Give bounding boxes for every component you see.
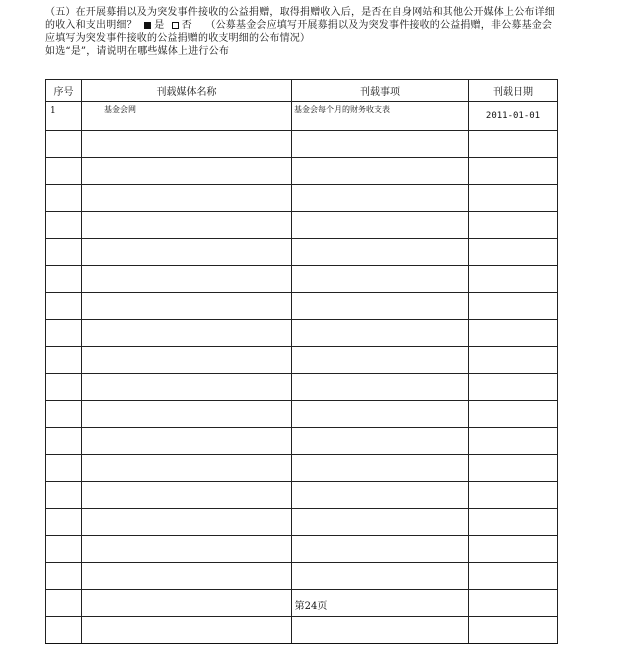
table-row [46,374,558,401]
cell-media-name[interactable] [82,401,292,428]
cell-date[interactable] [469,455,558,482]
cell-media-name[interactable] [82,212,292,239]
table-row [46,401,558,428]
cell-media-name[interactable] [82,185,292,212]
cell-seq[interactable] [46,374,82,401]
table-row [46,536,558,563]
cell-date[interactable] [469,536,558,563]
cell-date[interactable] [469,347,558,374]
cell-seq[interactable] [46,428,82,455]
question-line-2 [45,19,565,32]
cell-seq[interactable] [46,185,82,212]
cell-date[interactable] [469,320,558,347]
cell-seq[interactable] [46,401,82,428]
cell-seq[interactable] [46,158,82,185]
cell-date[interactable] [469,212,558,239]
cell-date[interactable] [469,401,558,428]
cell-item[interactable] [292,185,469,212]
cell-seq[interactable] [46,320,82,347]
cell-media-name[interactable] [82,320,292,347]
table-row [46,428,558,455]
cell-media-name[interactable] [82,536,292,563]
yes-label: 是 [154,20,165,31]
cell-seq[interactable] [46,239,82,266]
cell-item[interactable] [292,536,469,563]
table-row [46,563,558,590]
table-row [46,347,558,374]
cell-seq[interactable]: 1 [46,102,82,131]
table-row [46,617,558,644]
question-line-2-prefix: 的收入和支出明细？ [45,20,137,31]
cell-media-name[interactable] [82,347,292,374]
table-row [46,320,558,347]
header-media-name: 刊载媒体名称 [82,80,292,102]
cell-media-name[interactable] [82,455,292,482]
cell-seq[interactable] [46,482,82,509]
cell-media-name[interactable] [82,239,292,266]
no-checkbox[interactable] [172,22,179,29]
cell-item[interactable] [292,401,469,428]
header-seq: 序号 [46,80,82,102]
yes-checkbox[interactable] [144,22,151,29]
table-row [46,455,558,482]
cell-seq[interactable] [46,212,82,239]
cell-date[interactable] [469,185,558,212]
table-row [46,266,558,293]
question-line-1: （五）在开展募捐以及为突发事件接收的公益捐赠，取得捐赠收入后，是否在自身网站和其他公开媒体上公布详细 [45,7,555,18]
cell-media-name[interactable] [82,266,292,293]
cell-seq[interactable] [46,455,82,482]
cell-media-name[interactable]: 基金会网 [82,102,292,131]
cell-item[interactable] [292,509,469,536]
table-row [46,185,558,212]
cell-item[interactable] [292,239,469,266]
cell-date[interactable] [469,158,558,185]
cell-media-name[interactable] [82,617,292,644]
page-number: 第24页 [294,601,328,612]
no-label: 否 [181,20,192,31]
cell-date[interactable] [469,428,558,455]
cell-date[interactable]: 2011-01-01 [469,102,558,131]
cell-date[interactable] [469,131,558,158]
cell-item[interactable] [292,455,469,482]
cell-item[interactable] [292,212,469,239]
cell-item[interactable] [292,347,469,374]
cell-date[interactable] [469,374,558,401]
table-row [46,158,558,185]
cell-date[interactable] [469,617,558,644]
cell-date[interactable] [469,293,558,320]
cell-date[interactable] [469,509,558,536]
cell-seq[interactable] [46,266,82,293]
table-row [46,482,558,509]
cell-media-name[interactable] [82,158,292,185]
cell-date[interactable] [469,239,558,266]
cell-media-name[interactable] [82,428,292,455]
header-date: 刊载日期 [469,80,558,102]
table-header-row [46,80,558,102]
cell-item[interactable] [292,320,469,347]
cell-item[interactable] [292,158,469,185]
cell-item[interactable] [292,266,469,293]
cell-item[interactable]: 基金会每个月的财务收支表 [292,102,469,131]
cell-seq[interactable] [46,563,82,590]
cell-media-name[interactable] [82,482,292,509]
cell-item[interactable] [292,617,469,644]
cell-media-name[interactable] [82,509,292,536]
table-row [46,212,558,239]
table-row [46,239,558,266]
cell-media-name[interactable] [82,131,292,158]
cell-seq[interactable] [46,347,82,374]
header-item: 刊载事项 [292,80,469,102]
question-line-2-suffix: （公募基金会应填写开展募捐以及为突发事件接收的公益捐赠，非公募基金会 [205,20,553,31]
question-block [45,6,565,58]
cell-date[interactable] [469,266,558,293]
cell-item[interactable] [292,374,469,401]
cell-media-name[interactable] [82,374,292,401]
cell-item[interactable] [292,482,469,509]
media-publication-table [45,79,558,644]
cell-seq[interactable] [46,131,82,158]
table-row [46,131,558,158]
question-line-3: 应填写为突发事件接收的公益捐赠的收支明细的公布情况） [45,33,311,44]
cell-date[interactable] [469,482,558,509]
table-row [46,293,558,320]
cell-media-name[interactable] [82,293,292,320]
question-line-4: 如选“是”，请说明在哪些媒体上进行公布 [45,46,230,57]
cell-date[interactable] [469,563,558,590]
table-row [46,509,558,536]
cell-item[interactable] [292,563,469,590]
cell-item[interactable] [292,428,469,455]
cell-item[interactable] [292,293,469,320]
cell-seq[interactable] [46,617,82,644]
cell-media-name[interactable] [82,563,292,590]
cell-seq[interactable] [46,536,82,563]
table-row [46,102,558,131]
cell-item[interactable] [292,131,469,158]
cell-seq[interactable] [46,509,82,536]
cell-seq[interactable] [46,293,82,320]
